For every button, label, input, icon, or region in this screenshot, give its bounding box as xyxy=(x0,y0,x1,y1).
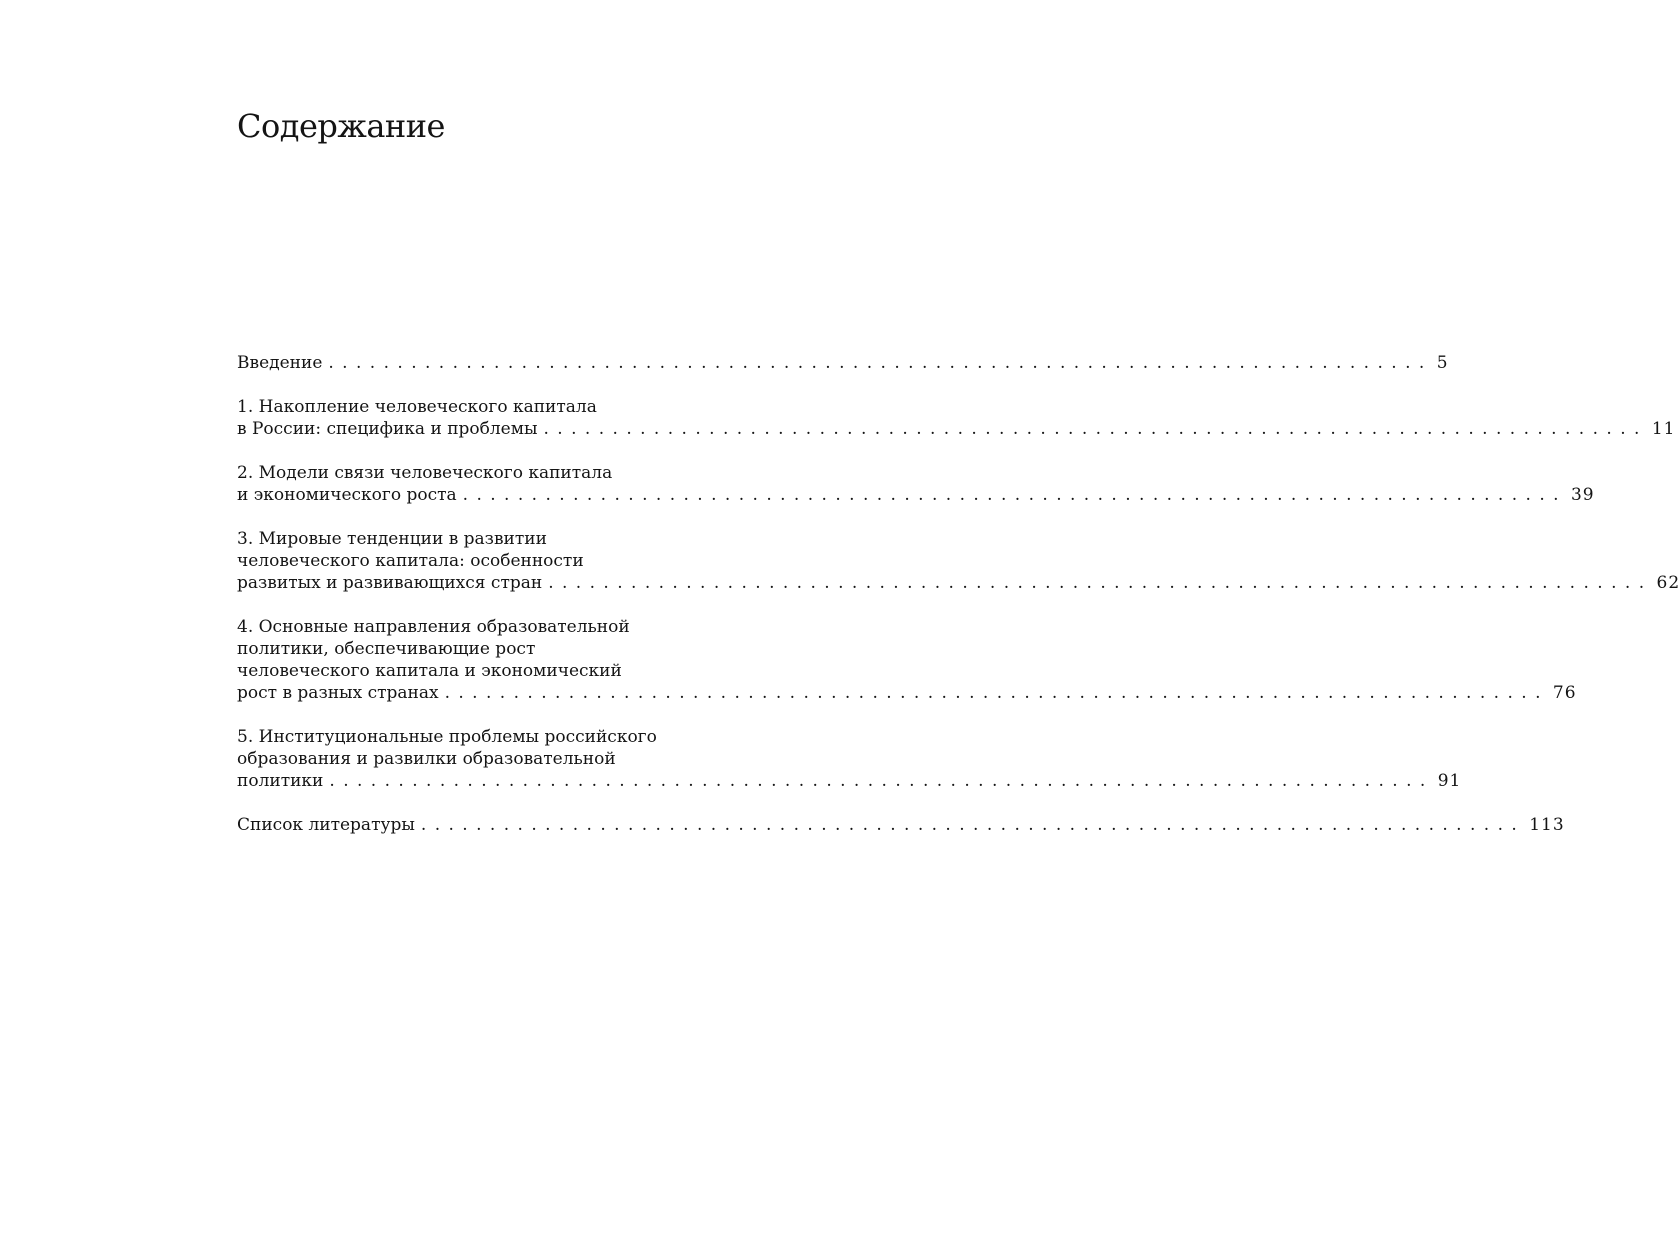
toc-page-number: 91 xyxy=(1437,771,1462,791)
toc-entry-title: рост в разных странах xyxy=(237,683,439,703)
page-title: Содержание xyxy=(237,107,445,145)
toc-entry[interactable] xyxy=(237,352,1449,374)
toc-entry-title: 4. Основные направления образовательной xyxy=(237,617,630,637)
toc-page-number: 5 xyxy=(1436,353,1449,373)
dot-leader: ................................................................................ xyxy=(444,683,1549,703)
toc-line-last xyxy=(237,814,1565,836)
toc-entry-title: 5. Институциональные проблемы российского xyxy=(237,727,657,747)
toc-line-last xyxy=(237,682,1577,704)
toc-entry-title: политики, обеспечивающие рост xyxy=(237,639,536,659)
dot-leader: ................................................................................ xyxy=(543,419,1648,439)
toc-entry[interactable] xyxy=(237,726,1462,792)
toc-entry-title: в России: специфика и проблемы xyxy=(237,419,538,439)
dot-leader: ................................................................................ xyxy=(548,573,1653,593)
toc-entry[interactable] xyxy=(237,396,1676,440)
toc-line-last xyxy=(237,572,1680,594)
toc-page-number: 39 xyxy=(1570,485,1595,505)
toc-entry[interactable] xyxy=(237,528,1680,594)
toc-entry-title: политики xyxy=(237,771,324,791)
toc-entry-title: 2. Модели связи человеческого капитала xyxy=(237,463,613,483)
dot-leader: ................................................................................ xyxy=(462,485,1567,505)
toc-entry[interactable] xyxy=(237,616,1577,704)
toc-entry-title: и экономического роста xyxy=(237,485,457,505)
dot-leader: ................................................................................ xyxy=(329,771,1434,791)
toc-page-number: 113 xyxy=(1529,815,1565,835)
toc-line-last xyxy=(237,484,1595,506)
toc-entry-title: развитых и развивающихся стран xyxy=(237,573,543,593)
toc-line-last xyxy=(237,770,1462,792)
toc-entry-title: 3. Мировые тенденции в развитии xyxy=(237,529,547,549)
toc-line-last xyxy=(237,418,1676,440)
toc-entry-title: 1. Накопление человеческого капитала xyxy=(237,397,597,417)
toc-entry-title: Список литературы xyxy=(237,815,415,835)
toc-entry-title: Введение xyxy=(237,353,323,373)
table-of-contents xyxy=(237,352,1680,858)
toc-line-last xyxy=(237,352,1449,374)
toc-page-number: 76 xyxy=(1552,683,1577,703)
toc-page-number: 11 xyxy=(1651,419,1676,439)
toc-entry[interactable] xyxy=(237,814,1565,836)
toc-entry[interactable] xyxy=(237,462,1595,506)
toc-entry-title: человеческого капитала и экономический xyxy=(237,661,622,681)
toc-page-number: 62 xyxy=(1656,573,1680,593)
dot-leader: ................................................................................ xyxy=(328,353,1433,373)
dot-leader: ................................................................................ xyxy=(420,815,1526,835)
toc-entry-title: образования и развилки образовательной xyxy=(237,749,616,769)
toc-entry-title: человеческого капитала: особенности xyxy=(237,551,584,571)
